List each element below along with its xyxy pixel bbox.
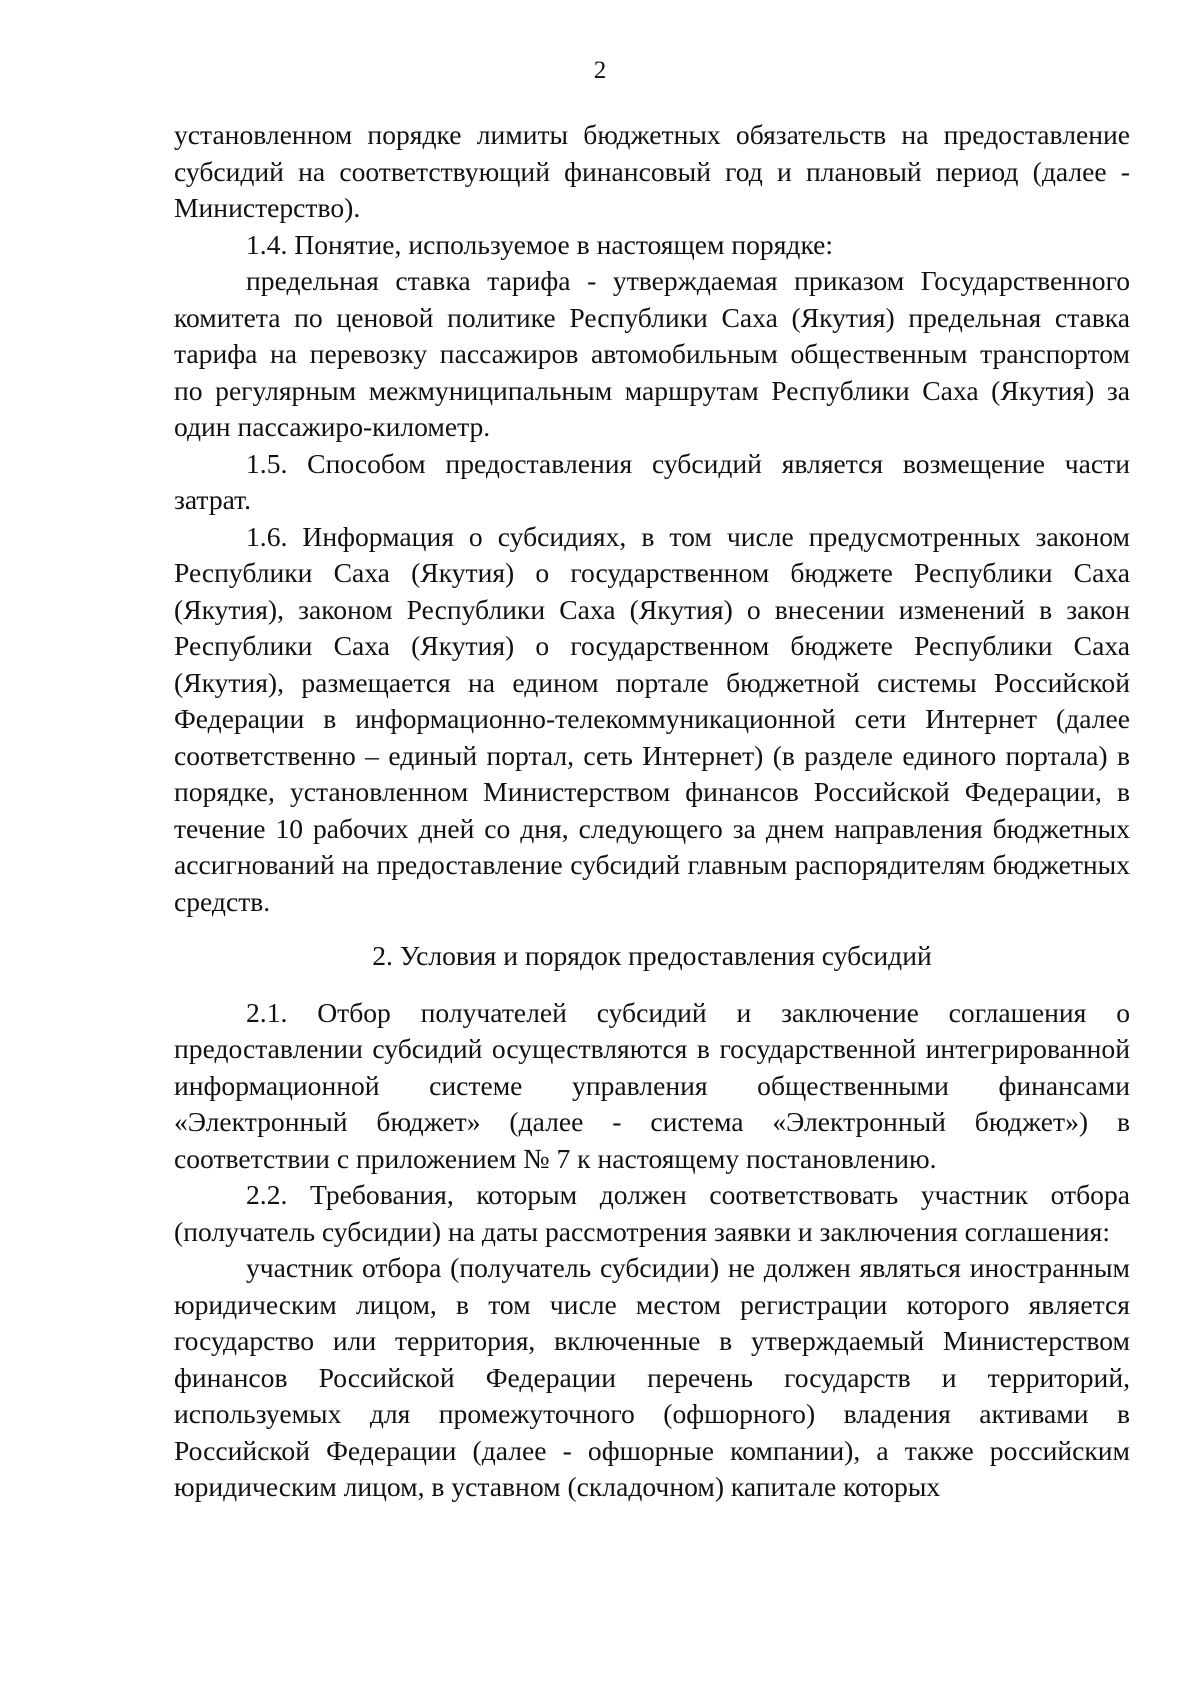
paragraph-definition: предельная ставка тарифа - утверждаемая приказом Государственного комитета по ценовой политике Республики Саха (Якутия) предельная ставка тарифа на перевозку пассажиров автомобильным общественным транспортом по регулярным межмуниципальным маршрутам Республики Саха (Якутия) за один пассажиро-километр. xyxy=(174,265,1130,442)
page-number: 2 xyxy=(593,57,607,84)
document-body xyxy=(174,117,1130,1506)
paragraph-1-5: 1.5. Способом предоставления субсидий является возмещение части затрат. xyxy=(174,447,1130,515)
paragraph-2-2: 2.2. Требования, которым должен соответствовать участник отбора (получатель субсидии) на даты рассмотрения заявки и заключения соглашения: xyxy=(174,1179,1130,1247)
paragraph-1-6: 1.6. Информация о субсидиях, в том числе предусмотренных законом Республики Саха (Якутия) о государственном бюджете Республики Саха (Якутия), законом Республики Саха (Якутия) о внесении изменений в закон Республики Саха (Якутия) о государственном бюджете Республики Саха (Якутия), размещается на едином портале бюджетной системы Российской Федерации в информационно-телекоммуникационной сети Интернет (далее соответственно – единый портал, сеть Интернет) (в разделе единого портала) в порядке, установленном Министерством финансов Российской Федерации, в течение 10 рабочих дней со дня, следующего за днем направления бюджетных ассигнований на предоставление субсидий главным распорядителям бюджетных средств. xyxy=(174,520,1130,917)
paragraph-continuation: установленном порядке лимиты бюджетных обязательств на предоставление субсидий на соответствующий финансовый год и плановый период (далее - Министерство). xyxy=(174,119,1130,223)
section-heading: 2. Условия и порядок предоставления субсидий xyxy=(372,940,932,971)
paragraph-requirement: участник отбора (получатель субсидии) не должен являться иностранным юридическим лицом, в том числе местом регистрации которого является государство или территория, включенные в утверждаемый Министерством финансов Российской Федерации перечень государств и территорий, используемых для промежуточного (офшорного) владения активами в Российской Федерации (далее - офшорные компании), а также российским юридическим лицом, в уставном (складочном) капитале которых xyxy=(174,1252,1130,1502)
paragraph-2-1: 2.1. Отбор получателей субсидий и заключение соглашения о предоставлении субсидий осуществляются в государственной интегрированной информационной системе управления общественными финансами «Электронный бюджет» (далее - система «Электронный бюджет») в соответствии с приложением № 7 к настоящему постановлению. xyxy=(174,996,1130,1174)
paragraph-1-4: 1.4. Понятие, используемое в настоящем порядке: xyxy=(246,228,834,260)
